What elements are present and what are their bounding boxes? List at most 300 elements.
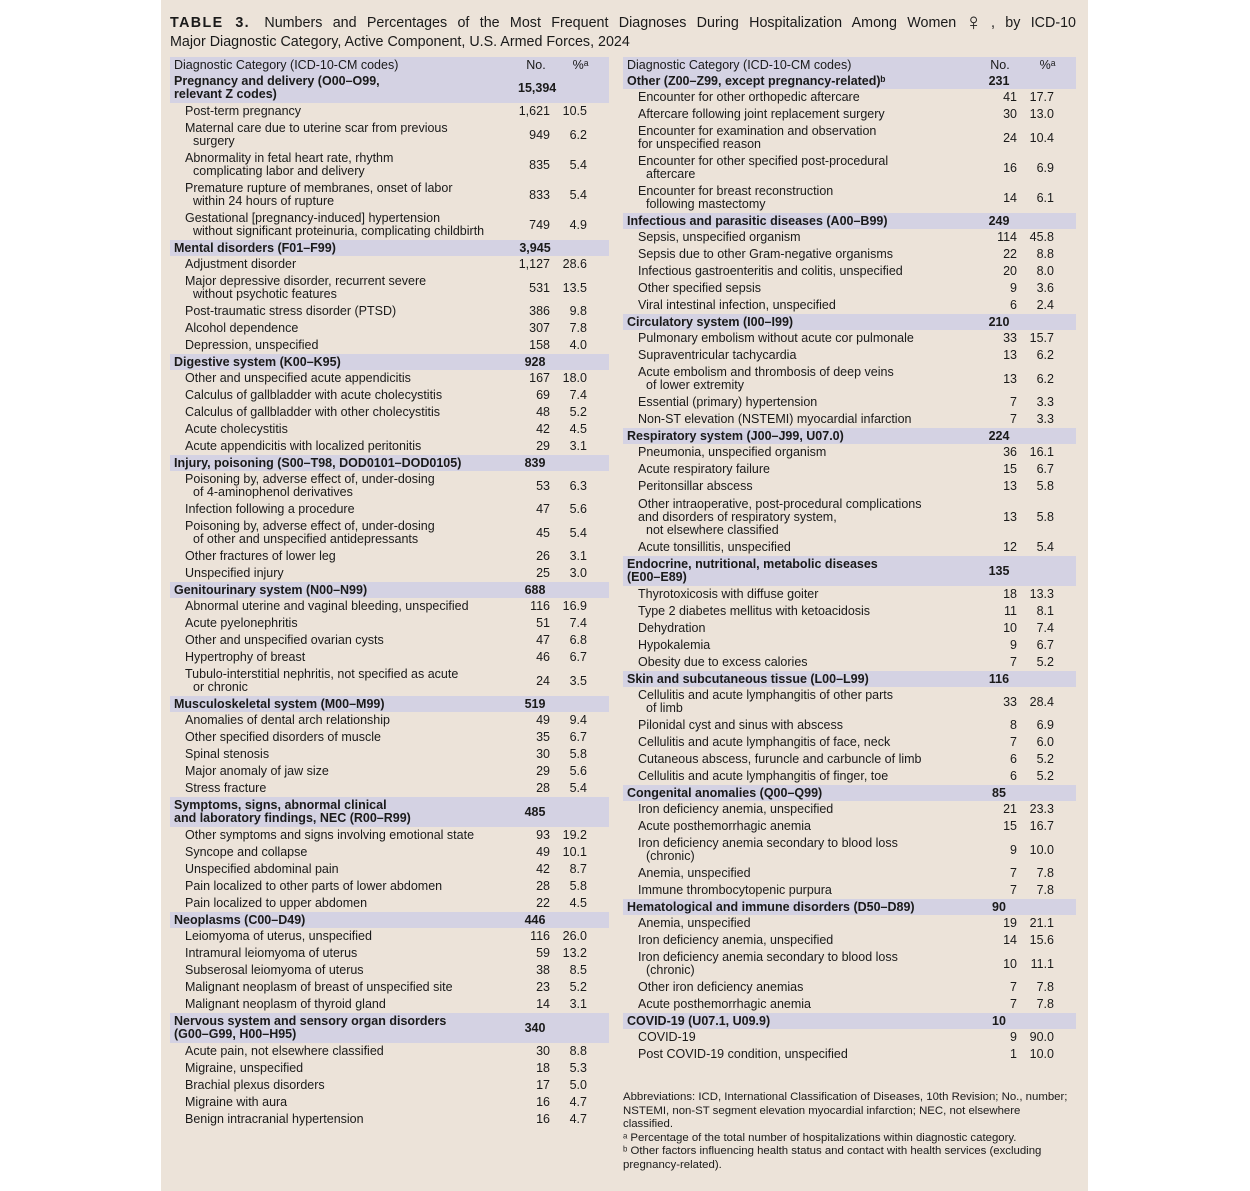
percent-value: 6.7 [1036, 462, 1054, 476]
count-value: 19 [1003, 916, 1017, 930]
diagnosis-row [170, 548, 609, 565]
diagnosis-label [623, 751, 961, 768]
diagnosis-label [623, 153, 961, 183]
count-value: 85 [961, 785, 1019, 801]
label-line: Poisoning by, adverse effect of, under-dosing [185, 472, 435, 486]
header-no: No. [500, 57, 552, 73]
diagnosis-row [170, 438, 609, 455]
label-line: for unspecified reason [638, 137, 761, 151]
diagnosis-row [170, 979, 609, 996]
percent-value: 6.9 [1036, 718, 1054, 732]
category-label [623, 428, 961, 444]
percent-value: 26.0 [562, 929, 587, 943]
count-value: 16 [536, 1112, 550, 1126]
percent-value: 23.3 [1029, 802, 1054, 816]
category-row [623, 213, 1076, 229]
percent-value: 6.7 [569, 650, 587, 664]
diagnosis-label [170, 303, 500, 320]
label-line: of 4-aminophenol derivatives [193, 485, 353, 499]
count-value: 9 [1010, 638, 1017, 652]
label-line: Depression, unspecified [185, 338, 319, 352]
category-label [623, 73, 961, 89]
count-value: 12 [1003, 540, 1017, 554]
label-line: Acute pain, not elsewhere classified [185, 1044, 384, 1058]
count-value: 386 [529, 304, 550, 318]
category-row [170, 912, 609, 928]
diagnosis-label [623, 280, 961, 297]
percent-value: 13.2 [562, 946, 587, 960]
percent-value [552, 240, 609, 256]
category-row [170, 455, 609, 471]
label-line: Mental disorders (F01–F99) [174, 240, 336, 255]
title-line-2: Major Diagnostic Category, Active Component, U.S. Armed Forces, 2024 [170, 34, 630, 50]
diagnosis-row [623, 949, 1076, 979]
label-line: Sepsis due to other Gram-negative organisms [638, 247, 893, 261]
diagnosis-label [623, 263, 961, 280]
diagnosis-row [623, 89, 1076, 106]
label-line: Adjustment disorder [185, 257, 297, 271]
diagnosis-label [170, 1077, 500, 1094]
count-value: 1,621 [518, 104, 550, 118]
percent-value: 18.0 [562, 371, 587, 385]
label-line: COVID-19 (U07.1, U09.9) [627, 1013, 771, 1028]
percent-value [552, 912, 609, 928]
diagnosis-row [170, 518, 609, 548]
category-label [623, 899, 961, 915]
label-line: Viral intestinal infection, unspecified [638, 298, 836, 312]
diagnosis-row [623, 835, 1076, 865]
percent-value [1019, 314, 1076, 330]
percent-value: 8.5 [569, 963, 587, 977]
count-value: 14 [536, 997, 550, 1011]
diagnosis-label [623, 411, 961, 428]
category-label [170, 696, 500, 712]
label-line: Encounter for breast reconstruction [638, 184, 834, 198]
count-value: 20 [1003, 264, 1017, 278]
percent-value: 10.4 [1029, 130, 1054, 145]
count-value: 14 [1003, 933, 1017, 947]
table-footnotes [623, 1091, 1068, 1172]
label-line: Major anomaly of jaw size [185, 764, 329, 778]
label-line: Acute cholecystitis [185, 422, 288, 436]
count-value: 13 [1003, 509, 1017, 524]
percent-value: 3.1 [569, 439, 587, 453]
diagnosis-label [170, 928, 500, 945]
count-value: 22 [536, 896, 550, 910]
label-line: Post COVID-19 condition, unspecified [638, 1047, 848, 1061]
count-value: 45 [536, 525, 550, 540]
count-value: 446 [500, 912, 552, 928]
percent-value: 90.0 [1029, 1030, 1054, 1044]
diagnosis-label [623, 801, 961, 818]
diagnosis-label [170, 632, 500, 649]
percent-value: 7.4 [569, 616, 587, 630]
percent-value: 5.4 [569, 157, 587, 172]
diagnosis-row [170, 861, 609, 878]
label-line: surgery [193, 134, 235, 148]
label-line: Pulmonary embolism without acute cor pulmonale [638, 331, 914, 345]
label-line: aftercare [646, 167, 696, 181]
label-line: Endocrine, nutritional, metabolic diseases [627, 557, 878, 571]
diagnosis-label [623, 654, 961, 671]
percent-value: 13.5 [562, 280, 587, 295]
count-value: 6 [1010, 298, 1017, 312]
report-page [161, 0, 1088, 1191]
label-line: Pain localized to upper abdomen [185, 896, 368, 910]
diagnosis-row [623, 183, 1076, 213]
percent-value: 6.7 [569, 730, 587, 744]
diagnosis-row [170, 996, 609, 1013]
percent-value: 5.0 [569, 1078, 587, 1092]
diagnosis-label [170, 598, 500, 615]
diagnosis-label [623, 1029, 961, 1046]
diagnosis-label [623, 183, 961, 213]
count-value: 15 [1003, 462, 1017, 476]
abbreviations-note: Abbreviations: ICD, International Classification of Diseases, 10th Revision; No., number; NSTEMI, non-ST segment elevation myocardial infarction; NEC, not elsewhere classified. [623, 1091, 1068, 1130]
percent-value: 7.8 [1036, 980, 1054, 994]
diagnosis-row [623, 768, 1076, 785]
label-line: Benign intracranial hypertension [185, 1112, 364, 1126]
label-line: Obesity due to excess calories [638, 655, 808, 669]
category-row [623, 428, 1076, 444]
count-value: 22 [1003, 247, 1017, 261]
count-value: 1,127 [518, 257, 550, 271]
label-line: Other and unspecified ovarian cysts [185, 633, 384, 647]
label-line: Leiomyoma of uterus, unspecified [185, 929, 372, 943]
count-value: 93 [536, 828, 550, 842]
diagnosis-label [623, 347, 961, 364]
count-value: 15 [1003, 819, 1017, 833]
percent-value: 6.9 [1036, 160, 1054, 175]
right-table [623, 57, 1076, 1063]
diagnosis-row [623, 123, 1076, 153]
percent-value: 6.2 [1036, 348, 1054, 362]
label-line: Encounter for examination and observation [638, 124, 877, 138]
label-line: Cellulitis and acute lymphangitis of finger, toe [638, 769, 889, 783]
count-value: 7 [1010, 735, 1017, 749]
label-line: Musculoskeletal system (M00–M99) [174, 696, 385, 711]
diagnosis-row [623, 297, 1076, 314]
count-value: 9 [1010, 1030, 1017, 1044]
diagnosis-row [623, 106, 1076, 123]
percent-value: 13.0 [1029, 107, 1054, 121]
diagnosis-row [170, 763, 609, 780]
diagnosis-row [623, 654, 1076, 671]
count-value: 29 [536, 764, 550, 778]
count-value: 59 [536, 946, 550, 960]
diagnosis-row [623, 717, 1076, 734]
diagnosis-label [623, 865, 961, 882]
label-line: Iron deficiency anemia secondary to blood loss [638, 836, 898, 850]
percent-value: 10.1 [562, 845, 587, 859]
table-title [170, 9, 1076, 52]
count-value: 3,945 [500, 240, 552, 256]
diagnosis-label [170, 861, 500, 878]
category-row [170, 1013, 609, 1043]
category-row [623, 899, 1076, 915]
diagnosis-label [623, 106, 961, 123]
count-value: 30 [536, 1044, 550, 1058]
category-label [623, 556, 961, 586]
count-value: 24 [536, 673, 550, 688]
diagnosis-row [623, 915, 1076, 932]
footnote-b: ᵇ Other factors influencing health status and contact with health services (excluding pregnancy-related). [623, 1145, 1042, 1171]
label-line: Infectious and parasitic diseases (A00–B99) [627, 213, 888, 228]
label-line: (G00–G99, H00–H95) [174, 1027, 297, 1041]
label-line: Acute respiratory failure [638, 462, 771, 476]
label-line: Iron deficiency anemia secondary to blood loss [638, 950, 898, 964]
percent-value: 6.8 [569, 633, 587, 647]
diagnosis-label [623, 734, 961, 751]
diagnosis-label [623, 1046, 961, 1063]
percent-value: 7.8 [1036, 883, 1054, 897]
left-table [170, 57, 609, 1128]
percent-value: 5.2 [569, 980, 587, 994]
label-line: Respiratory system (J00–J99, U07.0) [627, 428, 844, 443]
count-value: 210 [961, 314, 1019, 330]
diagnosis-row [170, 320, 609, 337]
diagnosis-label [170, 763, 500, 780]
table-header-row [623, 57, 1076, 73]
label-line: Calculus of gallbladder with other cholecystitis [185, 405, 440, 419]
count-value: 688 [500, 582, 552, 598]
diagnosis-label [623, 444, 961, 461]
label-line: Other (Z00–Z99, except pregnancy-related)ᵇ [627, 73, 886, 88]
label-line: Unspecified abdominal pain [185, 862, 339, 876]
percent-value [1019, 671, 1076, 687]
diagnosis-row [170, 103, 609, 120]
diagnosis-row [623, 1046, 1076, 1063]
label-line: Acute posthemorrhagic anemia [638, 819, 812, 833]
count-value: 6 [1010, 769, 1017, 783]
diagnosis-label [170, 273, 500, 303]
percent-value: 4.5 [569, 896, 587, 910]
label-line: Premature rupture of membranes, onset of labor [185, 181, 453, 195]
label-line: Iron deficiency anemia, unspecified [638, 933, 834, 947]
diagnosis-row [170, 598, 609, 615]
label-line: Sepsis, unspecified organism [638, 230, 801, 244]
label-line: Congenital anomalies (Q00–Q99) [627, 785, 823, 800]
percent-value: 2.4 [1036, 298, 1054, 312]
label-line: without psychotic features [193, 287, 337, 301]
diagnosis-row [623, 539, 1076, 556]
label-line: Stress fracture [185, 781, 267, 795]
label-line: Other specified disorders of muscle [185, 730, 381, 744]
count-value: 531 [529, 280, 550, 295]
label-line: Acute embolism and thrombosis of deep veins [638, 365, 894, 379]
percent-value: 8.8 [1036, 247, 1054, 261]
diagnosis-label [623, 687, 961, 717]
diagnosis-row [170, 404, 609, 421]
title-line-1 [170, 9, 1076, 36]
diagnosis-row [170, 780, 609, 797]
count-value: 7 [1010, 997, 1017, 1011]
count-value: 25 [536, 566, 550, 580]
label-line: of lower extremity [646, 378, 744, 392]
diagnosis-label [170, 649, 500, 666]
diagnosis-row [623, 932, 1076, 949]
diagnosis-label [170, 438, 500, 455]
diagnosis-row [623, 637, 1076, 654]
label-line: Circulatory system (I00–I99) [627, 314, 794, 329]
percent-value: 15.6 [1029, 933, 1054, 947]
diagnosis-row [170, 1077, 609, 1094]
category-row [623, 314, 1076, 330]
diagnosis-label [170, 1043, 500, 1060]
percent-value [552, 354, 609, 370]
diagnosis-row [623, 330, 1076, 347]
diagnosis-row [170, 928, 609, 945]
count-value: 21 [1003, 802, 1017, 816]
count-value: 7 [1010, 395, 1017, 409]
percent-value [1019, 73, 1076, 89]
percent-value: 6.1 [1036, 190, 1054, 205]
label-line: within 24 hours of rupture [193, 194, 335, 208]
diagnosis-label [170, 370, 500, 387]
diagnosis-row [170, 1094, 609, 1111]
percent-value: 3.1 [569, 549, 587, 563]
category-row [170, 73, 609, 103]
label-line: relevant Z codes) [174, 87, 277, 101]
label-line: Spinal stenosis [185, 747, 270, 761]
diagnosis-row [170, 666, 609, 696]
count-value: 17 [536, 1078, 550, 1092]
table-number: TABLE 3. [170, 15, 251, 31]
diagnosis-label [170, 895, 500, 912]
count-value: 116 [530, 929, 550, 943]
count-value: 307 [529, 321, 550, 335]
count-value: 749 [529, 217, 550, 232]
category-row [170, 696, 609, 712]
count-value: 47 [536, 502, 550, 516]
diagnosis-label [623, 246, 961, 263]
percent-value: 6.7 [1036, 638, 1054, 652]
count-value: 7 [1010, 412, 1017, 426]
diagnosis-row [170, 1060, 609, 1077]
diagnosis-label [623, 495, 961, 539]
count-value: 11 [1004, 604, 1017, 618]
count-value: 835 [529, 157, 550, 172]
count-value: 10 [961, 1013, 1019, 1029]
count-value: 519 [500, 696, 552, 712]
percent-value: 10.0 [1029, 1047, 1054, 1061]
category-row [170, 582, 609, 598]
diagnosis-label [170, 729, 500, 746]
label-line: of limb [646, 701, 683, 715]
diagnosis-label [170, 256, 500, 273]
diagnosis-label [623, 949, 961, 979]
diagnosis-row [170, 729, 609, 746]
label-line: Dehydration [638, 621, 706, 635]
count-value: 42 [536, 422, 550, 436]
percent-value: 5.2 [569, 405, 587, 419]
diagnosis-label [170, 421, 500, 438]
percent-value: 5.8 [569, 747, 587, 761]
percent-value: 5.8 [1036, 479, 1054, 493]
count-value: 114 [997, 230, 1017, 244]
diagnosis-row [170, 120, 609, 150]
label-line: Cellulitis and acute lymphangitis of face, neck [638, 735, 891, 749]
label-line: Gestational [pregnancy-induced] hypertension [185, 211, 441, 225]
diagnosis-row [170, 501, 609, 518]
label-line: without significant proteinuria, complicating childbirth [193, 224, 485, 238]
label-line: complicating labor and delivery [193, 164, 365, 178]
label-line: Alcohol dependence [185, 321, 299, 335]
percent-value [1019, 785, 1076, 801]
diagnosis-label [623, 882, 961, 899]
header-pct: %ᵃ [1019, 57, 1076, 73]
percent-value: 8.7 [569, 862, 587, 876]
count-value: 10 [1003, 621, 1017, 635]
percent-value: 6.2 [569, 127, 587, 142]
percent-value: 15.7 [1029, 331, 1054, 345]
diagnosis-label [170, 1111, 500, 1128]
percent-value: 10.5 [562, 104, 587, 118]
count-value: 33 [1003, 694, 1017, 709]
diagnosis-row [623, 751, 1076, 768]
category-label [170, 1013, 500, 1043]
diagnosis-row [170, 273, 609, 303]
label-line: Skin and subcutaneous tissue (L00–L99) [627, 671, 869, 686]
count-value: 249 [961, 213, 1019, 229]
header-category: Diagnostic Category (ICD-10-CM codes) [170, 57, 500, 73]
diagnosis-label [623, 915, 961, 932]
count-value: 42 [536, 862, 550, 876]
header-pct: %ᵃ [552, 57, 609, 73]
label-line: Non-ST elevation (NSTEMI) myocardial infarction [638, 412, 912, 426]
label-line: Essential (primary) hypertension [638, 395, 818, 409]
label-line: Pregnancy and delivery (O00–O99, [174, 74, 380, 88]
diagnosis-row [170, 712, 609, 729]
percent-value: 4.5 [569, 422, 587, 436]
count-value: 949 [529, 127, 550, 142]
percent-value: 3.1 [569, 997, 587, 1011]
percent-value: 28.4 [1029, 694, 1054, 709]
label-line: Hypokalemia [638, 638, 711, 652]
percent-value: 9.4 [569, 713, 587, 727]
count-value: 485 [500, 797, 552, 827]
diagnosis-label [170, 103, 500, 120]
count-value: 26 [536, 549, 550, 563]
category-label [623, 785, 961, 801]
diagnosis-label [623, 932, 961, 949]
percent-value: 11.1 [1030, 956, 1054, 971]
percent-value: 7.4 [569, 388, 587, 402]
count-value: 46 [536, 650, 550, 664]
diagnosis-row [623, 620, 1076, 637]
diagnosis-row [623, 229, 1076, 246]
percent-value: 4.0 [569, 338, 587, 352]
percent-value: 5.4 [569, 781, 587, 795]
diagnosis-label [623, 364, 961, 394]
diagnosis-row [623, 979, 1076, 996]
diagnosis-label [170, 120, 500, 150]
label-line: Anemia, unspecified [638, 916, 751, 930]
label-line: Other iron deficiency anemias [638, 980, 804, 994]
count-value: 53 [536, 478, 550, 493]
label-line: Neoplasms (C00–D49) [174, 912, 306, 927]
diagnosis-row [170, 649, 609, 666]
count-value: 69 [536, 388, 550, 402]
percent-value: 5.4 [569, 525, 587, 540]
diagnosis-row [623, 996, 1076, 1013]
label-line: Calculus of gallbladder with acute cholecystitis [185, 388, 443, 402]
diagnosis-row [170, 615, 609, 632]
percent-value: 5.2 [1036, 769, 1054, 783]
count-value: 928 [500, 354, 552, 370]
diagnosis-label [623, 979, 961, 996]
percent-value [1019, 899, 1076, 915]
